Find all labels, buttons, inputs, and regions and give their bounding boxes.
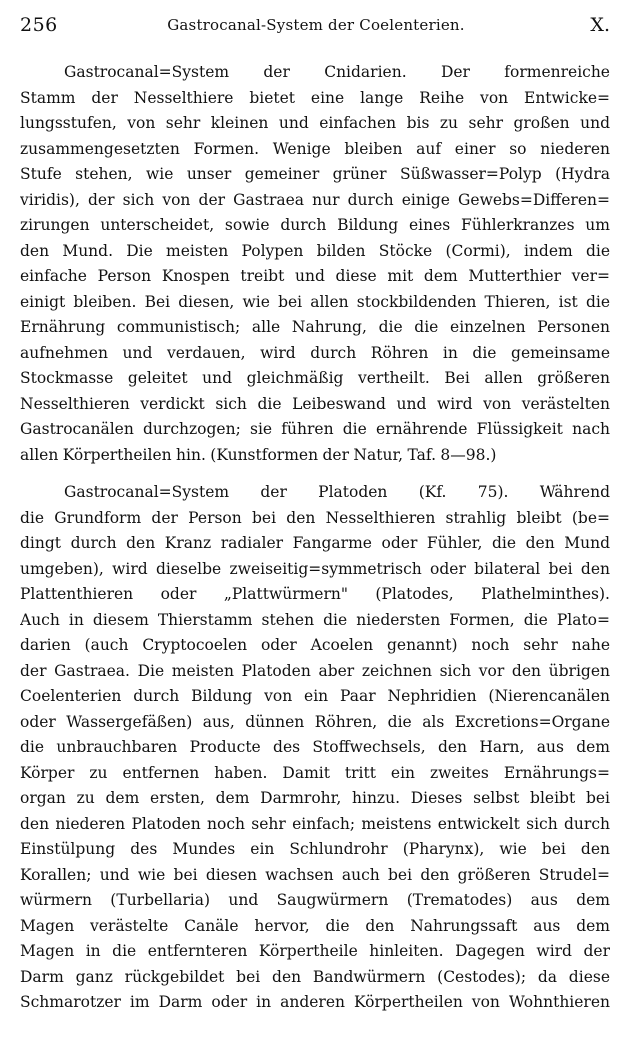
- text-line: zirungen unterscheidet, sowie durch Bildung eines Fühlerkranzes um: [20, 216, 610, 234]
- chapter-number: X.: [590, 14, 610, 36]
- text-line: allen Körpertheilen hin. (Kunstformen der Natur, Taf. 8—98.): [20, 445, 497, 464]
- text-line: den Mund. Die meisten Polypen bilden Stöcke (Cormi), indem die: [20, 241, 610, 260]
- text-line: darien (auch Cryptocoelen oder Acoelen genannt) noch sehr nahe: [20, 636, 610, 654]
- body-text: [20, 60, 610, 1016]
- text-line: Einstülpung des Mundes ein Schlundrohr (Pharynx), wie bei den: [20, 840, 610, 858]
- text-line: aufnehmen und verdauen, wird durch Röhren in die gemeinsame: [20, 343, 610, 362]
- text-line: Schmarotzer im Darm oder in anderen Körpertheilen von Wohnthieren: [20, 993, 610, 1011]
- text-line: die unbrauchbaren Producte des Stoffwechsels, den Harn, aus dem: [20, 738, 610, 756]
- text-line: Auch in diesem Thierstamm stehen die niedersten Formen, die Plato=: [20, 610, 610, 629]
- text-line: Stamm der Nesselthiere bietet eine lange Reihe von Entwicke=: [20, 88, 610, 107]
- text-line: Stufe stehen, wie unser gemeiner grüner Süßwasser=Polyp (Hydra: [20, 165, 610, 183]
- paragraph: [20, 60, 610, 468]
- text-line: umgeben), wird dieselbe zweiseitig=symmetrisch oder bilateral bei den: [20, 559, 610, 578]
- page-header: [20, 14, 612, 40]
- text-line: oder Wassergefäßen) aus, dünnen Röhren, die als Excretions=Organe: [20, 712, 610, 731]
- text-line: Korallen; und wie bei diesen wachsen auch bei den größeren Strudel=: [20, 865, 610, 884]
- text-line: einfache Person Knospen treibt und diese mit dem Mutterthier ver=: [20, 267, 610, 285]
- text-line: Nesselthieren verdickt sich die Leibeswand und wird von verästelten: [20, 394, 610, 413]
- text-line: Gastrocanal=System der Cnidarien. Der formenreiche: [64, 63, 610, 81]
- text-line: lungsstufen, von sehr kleinen und einfachen bis zu sehr großen und: [20, 114, 610, 132]
- text-line: organ zu dem ersten, dem Darmrohr, hinzu. Dieses selbst bleibt bei: [20, 789, 610, 807]
- text-line: würmern (Turbellaria) und Saugwürmern (Trematodes) aus dem: [20, 891, 610, 909]
- text-line: viridis), der sich von der Gastraea nur durch einige Gewebs=Differen=: [20, 190, 610, 209]
- running-title: Gastrocanal-System der Coelenterien.: [167, 16, 465, 34]
- text-line: Gastrocanal=System der Platoden (Kf. 75). Während: [64, 483, 610, 501]
- text-line: Magen in die entfernteren Körpertheile hinleiten. Dagegen wird der: [20, 942, 610, 960]
- text-line: dingt durch den Kranz radialer Fangarme oder Fühler, die den Mund: [20, 534, 610, 552]
- page-number: 256: [20, 14, 58, 36]
- text-line: die Grundform der Person bei den Nesselthieren strahlig bleibt (be=: [20, 508, 610, 527]
- text-line: Darm ganz rückgebildet bei den Bandwürmern (Cestodes); da diese: [20, 967, 610, 986]
- text-line: einigt bleiben. Bei diesen, wie bei allen stockbildenden Thieren, ist die: [20, 292, 610, 311]
- text-line: der Gastraea. Die meisten Platoden aber zeichnen sich vor den übrigen: [20, 661, 610, 680]
- text-line: Coelenterien durch Bildung von ein Paar Nephridien (Nierencanälen: [20, 687, 610, 705]
- text-line: Gastrocanälen durchzogen; sie führen die ernährende Flüssigkeit nach: [20, 420, 610, 438]
- paragraph: [20, 480, 610, 1016]
- text-line: den niederen Platoden noch sehr einfach; meistens entwickelt sich durch: [20, 814, 610, 833]
- text-line: Körper zu entfernen haben. Damit tritt ein zweites Ernährungs=: [20, 763, 610, 782]
- text-line: zusammengesetzten Formen. Wenige bleiben auf einer so niederen: [20, 139, 610, 158]
- text-line: Magen verästelte Canäle hervor, die den Nahrungssaft aus dem: [20, 916, 610, 935]
- text-line: Ernährung communistisch; alle Nahrung, die die einzelnen Personen: [20, 318, 610, 336]
- text-line: Plattenthieren oder „Plattwürmern" (Platodes, Plathelminthes).: [20, 585, 610, 603]
- text-line: Stockmasse geleitet und gleichmäßig vertheilt. Bei allen größeren: [20, 369, 610, 387]
